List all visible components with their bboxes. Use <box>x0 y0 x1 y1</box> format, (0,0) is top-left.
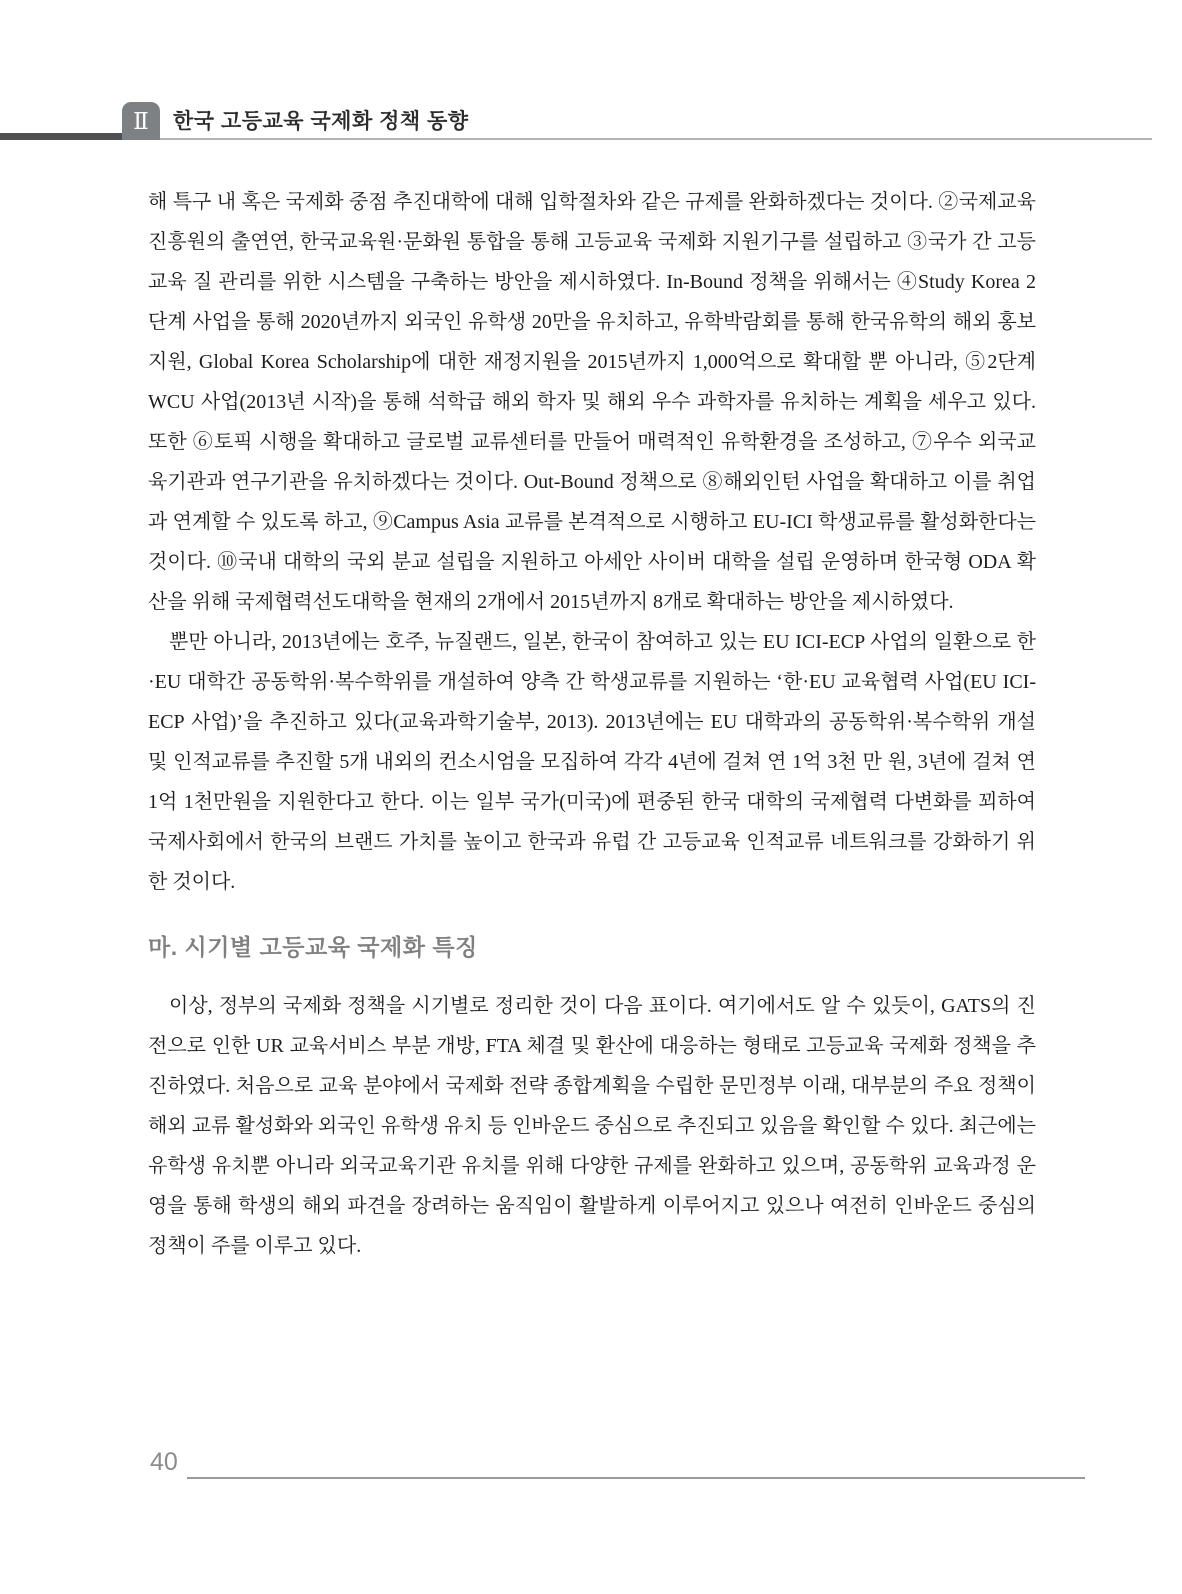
header-rule <box>160 138 1152 140</box>
body-paragraph: 이상, 정부의 국제화 정책을 시기별로 정리한 것이 다음 표이다. 여기에서도 알 수 있듯이, GATS의 진전으로 인한 UR 교육서비스 부분 개방, FTA 체결 및 환산에 대응하는 형태로 고등교육 국제화 정책을 추진하였다. 처음으로 교육 분야에서 국제화 전략 종합계획을 수립한 문민정부 이래, 대부분의 주요 정책이 해외 교류 활성화와 외국인 유학생 유치 등 인바운드 중심으로 추진되고 있음을 확인할 수 있다. 최근에는 유학생 유치뿐 아니라 외국교육기관 유치를 위해 다양한 규제를 완화하고 있으며, 공동학위 교육과정 운영을 통해 학생의 해외 파견을 장려하는 움직임이 활발하게 이루어지고 있으나 여전히 인바운드 중심의 정책이 주를 이루고 있다. <box>148 995 1036 1257</box>
body-content <box>148 182 1036 1266</box>
body-paragraph: 뿐만 아니라, 2013년에는 호주, 뉴질랜드, 일본, 한국이 참여하고 있는 EU ICI-ECP 사업의 일환으로 한·EU 대학간 공동학위·복수학위를 개설하여 양측 간 학생교류를 지원하는 ‘한·EU 교육협력 사업(EU ICI-ECP 사업)’을 추진하고 있다(교육과학기술부, 2013). 2013년에는 EU 대학과의 공동학위·복수학위 개설 및 인적교류를 추진할 5개 내외의 컨소시엄을 모집하여 각각 4년에 걸쳐 연 1억 3천 만 원, 3년에 걸쳐 연 1억 1천만원을 지원한다고 한다. 이는 일부 국가(미국)에 편중된 한국 대학의 국제협력 다변화를 꾀하여 국제사회에서 한국의 브랜드 가치를 높이고 한국과 유럽 간 고등교육 인적교류 네트워크를 강화하기 위한 것이다. <box>148 631 1036 893</box>
subsection-heading: 마. 시기별 고등교육 국제화 특징 <box>148 934 478 960</box>
chapter-title: 한국 고등교육 국제화 정책 동향 <box>173 110 469 133</box>
page-number: 40 <box>150 1448 178 1476</box>
header-rule-left <box>0 133 122 140</box>
chapter-number: Ⅱ <box>133 108 149 134</box>
body-paragraph: 해 특구 내 혹은 국제화 중점 추진대학에 대해 입학절차와 같은 규제를 완화하겠다는 것이다. ②국제교육진흥원의 출연연, 한국교육원·문화원 통합을 통해 고등교육 국제화 지원기구를 설립하고 ③국가 간 고등교육 질 관리를 위한 시스템을 구축하는 방안을 제시하였다. In-Bound 정책을 위해서는 ④Study Korea 2단계 사업을 통해 2020년까지 외국인 유학생 20만을 유치하고, 유학박람회를 통해 한국유학의 해외 홍보지원, Global Korea Scholarship에 대한 재정지원을 2015년까지 1,000억으로 확대할 뿐 아니라, ⑤2단계 WCU 사업(2013년 시작)을 통해 석학급 해외 학자 및 해외 우수 과학자를 유치하는 계획을 세우고 있다. 또한 ⑥토픽 시행을 확대하고 글로벌 교류센터를 만들어 매력적인 유학환경을 조성하고, ⑦우수 외국교육기관과 연구기관을 유치하겠다는 것이다. Out-Bound 정책으로 ⑧해외인턴 사업을 확대하고 이를 취업과 연계할 수 있도록 하고, ⑨Campus Asia 교류를 본격적으로 시행하고 EU-ICI 학생교류를 활성화한다는 것이다. ⑩국내 대학의 국외 분교 설립을 지원하고 아세안 사이버 대학을 설립 운영하며 한국형 ODA 확산을 위해 국제협력선도대학을 현재의 2개에서 2015년까지 8개로 확대하는 방안을 제시하였다. <box>148 191 1036 613</box>
chapter-number-badge <box>122 102 160 140</box>
footer-rule <box>187 1477 1085 1479</box>
